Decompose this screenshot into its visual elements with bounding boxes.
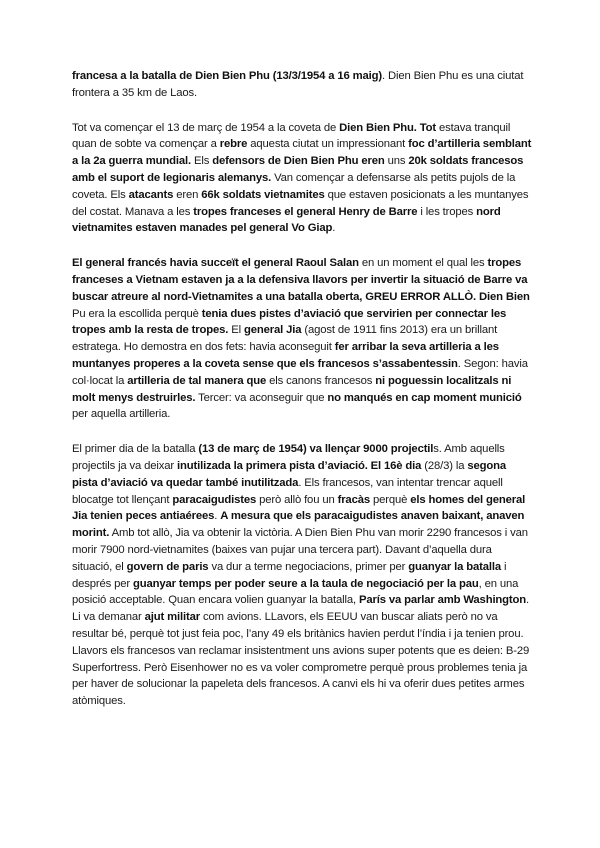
text-run: eren [173, 188, 202, 201]
bold-text-run: fracàs [337, 493, 370, 506]
text-run: (28/3) la [421, 459, 468, 472]
text-run: . Els francesos, van intentar trencar aquell blocatge tot llençant [72, 476, 503, 506]
text-run: en un moment el qual les [358, 257, 488, 270]
bold-text-run: tropes franceses a Vietnam estaven ja a la defensiva llavors per invertir la situació de Barre va buscar atreure al nord-Vietnamites a una batalla oberta, GREU ERROR ALLÒ. Dien Bien [72, 257, 530, 303]
bold-text-run: segona pista d’aviació va quedar també inutilitzada [72, 459, 507, 489]
text-run: El primer dia de la batalla [72, 443, 199, 456]
bold-text-run: 66k soldats vietnamites [201, 188, 325, 201]
text-run: estava tranquil quan de sobte va començar a [72, 121, 511, 151]
bold-text-run: fer arribar la seva artilleria a les muntanyes properes a la coveta sense que els francesos s’assabentessin [72, 341, 499, 370]
bold-text-run: paracaigudistes [172, 493, 257, 506]
text-run: (agost de 1911 fins 2013) era un brillant estratega. Ho demostra en dos fets: havia aconseguit [72, 324, 498, 354]
bold-text-run: Tot [419, 121, 437, 134]
bold-text-run: ni poguessin localitzals ni molt menys destruirles. [72, 374, 512, 404]
paragraph-battle-start [72, 120, 534, 238]
bold-text-run: El general francés havia succeït el general Raoul Salan [72, 257, 359, 270]
text-run: . [214, 510, 221, 523]
text-run: El [228, 324, 244, 337]
paragraph-generals [72, 255, 534, 423]
text-run: i després per [72, 560, 507, 590]
text-run: va dur a terme negociacions, primer per [208, 560, 409, 573]
bold-text-run: guanyar temps per poder seure a la taula de negociació per la pau [133, 577, 479, 590]
text-run: Tercer: va aconseguir que [195, 391, 328, 404]
bold-text-run: defensors de Dien Bien Phu eren [212, 155, 385, 168]
bold-text-run: A mesura que els paracaigudistes anaven baixant, anaven morint. [72, 510, 525, 540]
paragraph-intro [72, 68, 534, 102]
text-run: . Dien Bien Phu es una ciutat frontera a 35 km de Laos. [72, 70, 524, 99]
text-run: per aquella artilleria. [72, 408, 171, 421]
bold-text-run: els homes del general Jia tenien peces antiaérees [72, 493, 526, 523]
text-run: els canons francesos [266, 374, 376, 387]
bold-text-run: rebre [219, 138, 248, 151]
bold-text-run: 20k soldats francesos amb el suport de legionaris alemanys. [72, 155, 524, 184]
text-run: com avions. LLavors, els EEUU van buscar aliats però no va resultar bé, perquè tot just feia poc, l’any 49 els britànics havien perdut l’índia i ja tenien prou. Llavors els francesos van reclamar insistentment uns avions super potents que es deien: B-29 Superfortress. Però Eisenhower no es va voler comprometre perquè prous problemes tenia ja per haver de solucionar la papeleta dels francesos. A canvi els hi va oferir dues petites armes atòmiques. [72, 611, 530, 708]
text-run: Pu era la escollida perquè [72, 307, 202, 320]
text-run: . [332, 222, 336, 235]
bold-text-run: guanyar la batalla [408, 560, 501, 573]
bold-text-run: (13 de març de 1954) va llençar 9000 projectil [198, 443, 434, 456]
text-run: perquè [369, 493, 411, 506]
bold-text-run: general Jia [243, 324, 302, 337]
bold-text-run: tropes franceses el general Henry de Barre [193, 205, 418, 218]
text-run: uns [384, 155, 409, 168]
bold-text-run: Dien Bien Phu. [339, 121, 417, 134]
bold-text-run: atacants [128, 188, 174, 201]
text-run: Els [190, 155, 213, 168]
bold-text-run: francesa a la batalla de Dien Bien Phu (13/3/1954 a 16 maig) [72, 70, 382, 82]
text-run: aquesta ciutat un impressionant [247, 138, 409, 151]
bold-text-run: ajut militar [144, 611, 200, 624]
text-run: però allò fou un [256, 493, 338, 506]
bold-text-run: no manqués en cap moment munició [327, 391, 522, 404]
text-run: que estaven posicionats a les muntanyes del costat. Manava a les [72, 188, 529, 218]
text-run: . Li va demanar [72, 594, 530, 624]
text-run: i les tropes [417, 205, 477, 218]
text-run: , en una posició acceptable. Quan encara volien guanyar la batalla, [72, 577, 519, 607]
text-run: . Segon: havia col·locat la [72, 357, 528, 387]
bold-text-run: govern de paris [126, 560, 209, 573]
paragraph-first-day [72, 441, 534, 710]
bold-text-run: nord vietnamites estaven manades pel general Vo Giap [72, 205, 501, 235]
text-run: Tot va començar el 13 de març de 1954 a la coveta de [72, 121, 340, 134]
bold-text-run: inutilizada la primera pista d’aviació. El 16è dia [177, 459, 422, 472]
bold-text-run: París va parlar amb Washington [358, 594, 527, 607]
bold-text-run: tenia dues pistes d’aviació que servirien per connectar les tropes amb la resta de tropes. [72, 307, 507, 337]
text-run: Van començar a defensarse als petits pujols de la coveta. Els [72, 171, 516, 201]
text-run: Amb tot allò, Jia va obtenir la victòria. A Dien Bien Phu van morir 2290 francesos i van morir 7900 nord-vietnamites (baixes van pujar una tercera part). Davant d’aquella dura situació, el [72, 527, 528, 573]
bold-text-run: artilleria de tal manera que [127, 374, 267, 387]
bold-text-run: foc d’artilleria semblant a la 2a guerra mundial. [72, 138, 532, 168]
text-run: s. Amb aquells projectils ja va deixar [72, 443, 505, 472]
